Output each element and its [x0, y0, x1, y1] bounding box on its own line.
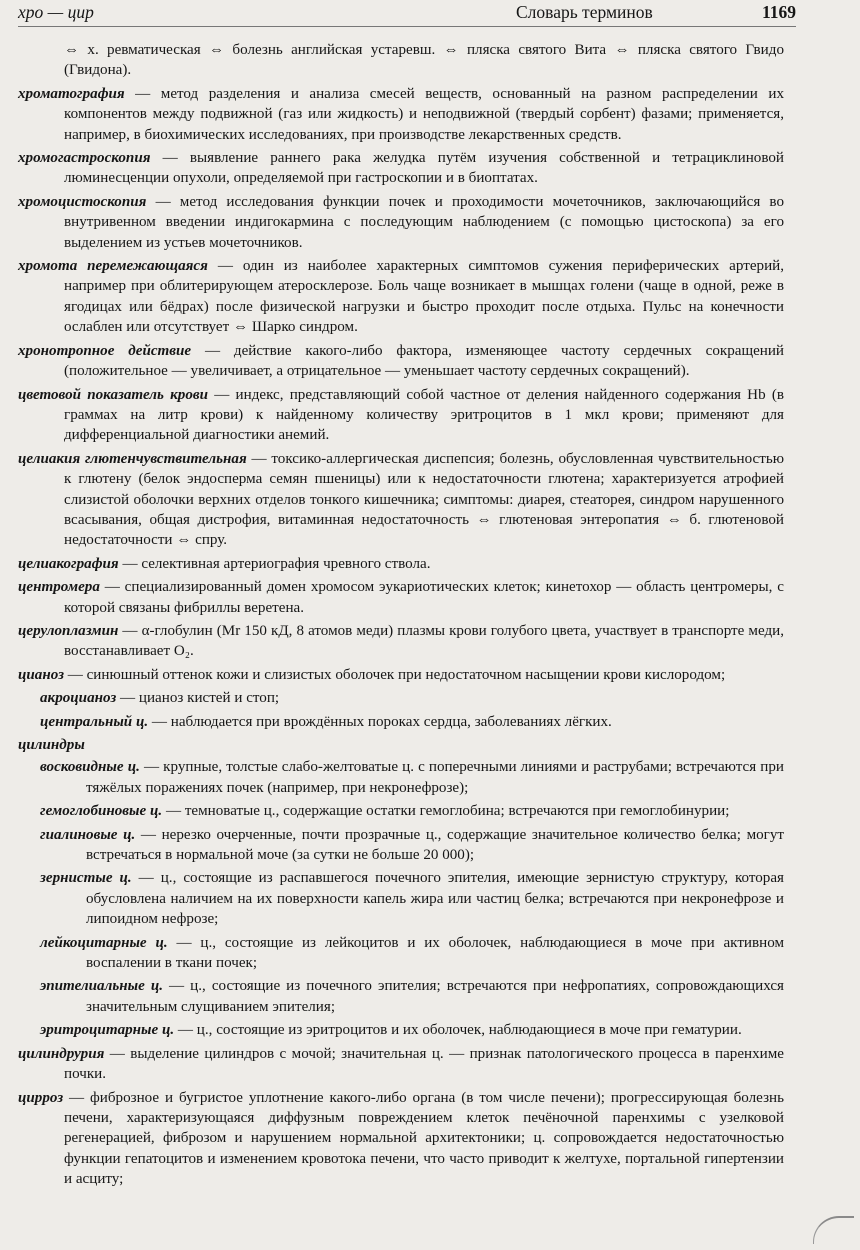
glossary-subentry	[18, 712, 784, 732]
entry-text: — селективная артериография чревного ствола.	[118, 555, 431, 572]
glossary-entries	[18, 40, 784, 1193]
entry-term: гемоглобиновые ц.	[40, 803, 163, 820]
entry-text: — α-глобулин (Mr 150 кД, 8 атомов меди) плазмы крови голубого цвета, участвует в транспорте меди, восстанавливает O₂.	[64, 622, 784, 660]
header-section-title: Словарь терминов	[516, 2, 653, 22]
entry-text: — метод исследования функции почек и проходимости мочеточников, заключающийся во внутривенном введении индигокармина с последующим наблюдением (с помощью цистоскопа) за его выделением из устьев мочеточников.	[64, 193, 784, 251]
entry-text: — цианоз кистей и стоп;	[116, 690, 280, 707]
glossary-entry	[18, 192, 784, 253]
entry-term: эритроцитарные ц.	[40, 1022, 175, 1039]
glossary-subentry	[18, 757, 784, 798]
entry-text: — токсико-аллергическая диспепсия; болезнь, обусловленная чувствительностью к глютену (белок эндосперма семян пшеницы) или к недостаточности глютена; характеризуется атрофией слизистой оболочки верхних отделов тонкого кишечника; симптомы: диарея, стеаторея, синдром нарушенного всасывания, общая дистрофия, витаминная недостаточность ⇔ глютеновая энтеропатия ⇔ б. глютеновой недостаточности ⇔ спру.	[64, 450, 785, 549]
glossary-entry	[18, 665, 784, 685]
entry-term: цирроз	[18, 1089, 64, 1106]
glossary-entry	[18, 148, 784, 189]
entry-text: — действие какого-либо фактора, изменяющее частоту сердечных сокращений (положительное — увеличивает, а отрицательное — уменьшает частоту сердечных сокращений).	[64, 342, 784, 380]
entry-text: — выделение цилиндров с мочой; значительная ц. — признак патологического процесса в паренхиме почки.	[64, 1045, 784, 1083]
header-term-range: хро — цир	[18, 2, 94, 22]
entry-term: цилиндры	[18, 737, 85, 753]
glossary-entry	[18, 84, 784, 145]
entry-term: гиалиновые ц.	[40, 826, 136, 843]
entry-term: хромоцистоскопия	[18, 193, 147, 210]
entry-text: — метод разделения и анализа смесей веществ, основанный на разном распределении их компонентов между подвижной (газ или жидкость) и неподвижной (твердый сорбент) фазами; применяется, например, в биохимических исследованиях, при производстве лекарственных средств.	[64, 85, 784, 143]
glossary-entry	[18, 341, 784, 382]
entry-text: — темноватые ц., содержащие остатки гемоглобина; встречаются при гемоглобинурии;	[162, 803, 730, 820]
glossary-entry-heading	[18, 735, 784, 755]
entry-text: ⇔ х. ревматическая ⇔ болезнь английская устаревш. ⇔ пляска святого Вита ⇔ пляска святого Гвидо (Гвидона).	[64, 42, 784, 79]
entry-term: хромота перемежающаяся	[18, 258, 208, 275]
entry-term: цилиндрурия	[18, 1045, 105, 1062]
entry-term: акроцианоз	[40, 690, 117, 707]
entry-text: — индекс, представляющий собой частное от деления найденного содержания Hb (в граммах на литр крови) к найденному количеству эритроцитов в 1 мкл крови; применяют для дифференциальной диагностики анемий.	[64, 386, 784, 444]
glossary-subentry	[18, 1020, 784, 1040]
entry-term: центральный ц.	[40, 713, 149, 730]
glossary-entry	[18, 1044, 784, 1085]
entry-term: эпителиальные ц.	[40, 978, 164, 995]
glossary-subentry	[18, 825, 784, 866]
entry-continuation	[18, 40, 784, 81]
glossary-entry	[18, 256, 784, 338]
glossary-subentry	[18, 801, 784, 821]
glossary-entry	[18, 1088, 784, 1190]
glossary-subentry	[18, 933, 784, 974]
entry-text: — ц., состоящие из распавшегося почечного эпителия, имеющие зернистую структуру, которая обусловлена наличием на их поверхности капель жира или частиц белка; встречаются при некронефрозе и липоидном нефрозе;	[86, 870, 784, 928]
glossary-subentry	[18, 688, 784, 708]
entry-term: лейкоцитарные ц.	[40, 934, 168, 951]
entry-text: — нерезко очерченные, почти прозрачные ц., содержащие значительное количество белка; могут встречаться в нормальной моче (за сутки не больше 20 000);	[86, 826, 785, 864]
glossary-entry	[18, 554, 784, 574]
entry-text: — фиброзное и бугристое уплотнение какого-либо органа (в том числе печени); прогрессирующая болезнь печени, характеризующаяся диффузным повреждением клеток печёночной паренхимы с узелковой регенерацией, фиброзом и нарушением нормальной архитектоники; ц. сопровождается недостаточностью функции гепатоцитов и изменением кровотока печени, что часто приводит к желтухе, портальной гипертензии и асциту;	[63, 1089, 784, 1188]
entry-text: — крупные, толстые слабо-желтоватые ц. с поперечными линиями и раструбами; встречаются при тяжёлых поражениях почек (например, при некронефрозе);	[86, 759, 784, 796]
glossary-subentry	[18, 976, 784, 1017]
entry-term: цветовой показатель крови	[18, 386, 209, 403]
entry-term: зернистые ц.	[40, 870, 132, 887]
entry-term: восковидные ц.	[40, 759, 140, 776]
entry-text: — один из наиболее характерных симптомов сужения периферических артерий, например при облитерирующем атеросклерозе. Боль чаще возникает в мышцах голени (чаще в одной, реже в ягодицах или бёдрах) после физической нагрузки и быстро проходит после отдыха. Пульс на конечности ослаблен или отсутствует ⇔ Шарко синдром.	[64, 258, 784, 336]
running-header	[18, 0, 796, 27]
entry-text: — синюшный оттенок кожи и слизистых оболочек при недостаточном насыщении крови кислородом;	[63, 666, 726, 683]
glossary-entry	[18, 577, 784, 618]
entry-term: центромера	[18, 579, 100, 596]
entry-term: хромогастроскопия	[18, 150, 151, 167]
glossary-entry	[18, 385, 784, 446]
glossary-entry	[18, 449, 784, 551]
entry-text: — выявление раннего рака желудка путём изучения собственной и тетрациклиновой люминесценции опухоли, определяемой при гастроскопии и в биоптатах.	[64, 150, 784, 187]
entry-term: хроматография	[18, 85, 125, 102]
entry-term: целиакия глютенчувствительная	[18, 450, 247, 467]
entry-term: целиакография	[18, 555, 119, 572]
entry-term: церулоплазмин	[18, 622, 119, 639]
page-number: 1169	[761, 2, 796, 22]
entry-text: — ц., состоящие из эритроцитов и их оболочек, наблюдающиеся в моче при гематурии.	[174, 1022, 742, 1039]
entry-text: — наблюдается при врождённых пороках сердца, заболеваниях лёгких.	[148, 713, 612, 730]
entry-text: — ц., состоящие из почечного эпителия; встречаются при нефропатиях, сопровождающихся значительным слущиванием эпителия;	[86, 978, 784, 1015]
entry-text: — специализированный домен хромосом эукариотических клеток; кинетохор — область центромеры, с которой связаны фибриллы веретена.	[64, 579, 784, 616]
entry-term: цианоз	[18, 666, 64, 683]
entry-term: хронотропное действие	[18, 342, 192, 359]
entry-text: — ц., состоящие из лейкоцитов и их оболочек, наблюдающиеся в моче при активном воспалении в ткани почек;	[86, 934, 785, 972]
page-curl-corner	[813, 1216, 854, 1244]
glossary-entry	[18, 621, 784, 662]
glossary-subentry	[18, 868, 784, 929]
